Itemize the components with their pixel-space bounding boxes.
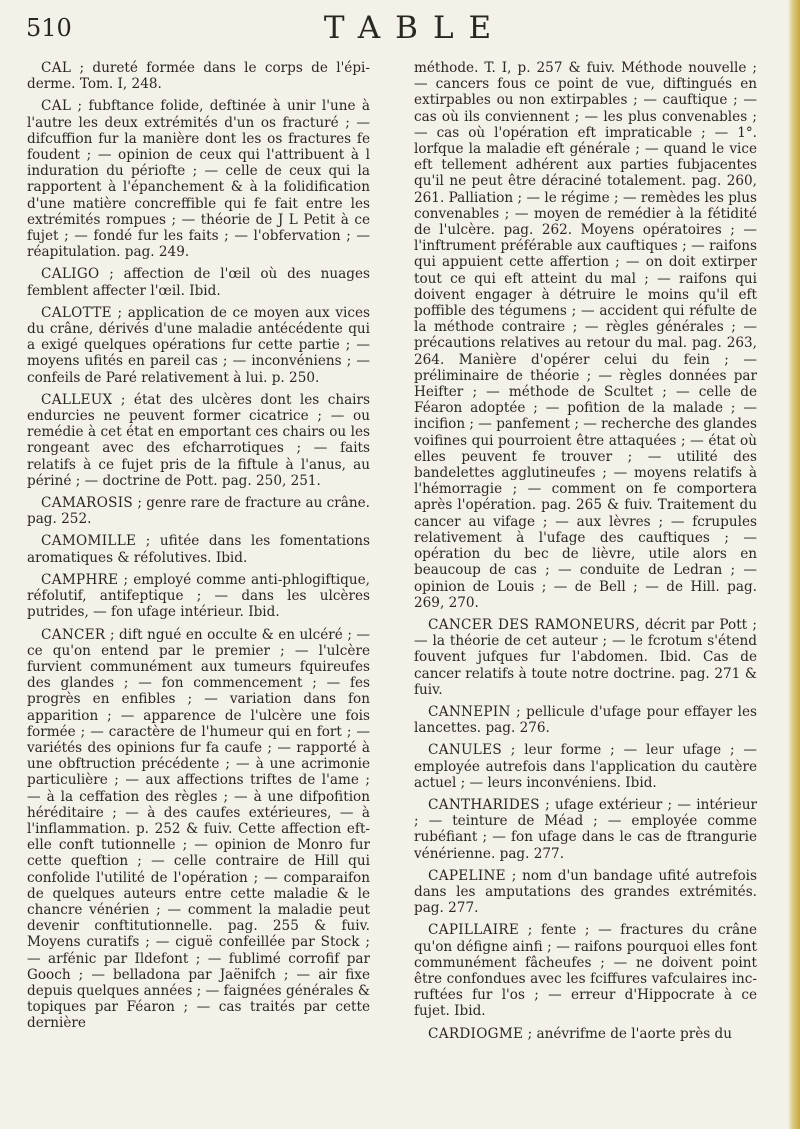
entry-text: , décrit par Pott ; — la théorie de cet auteur ; — le fcrotum s'étend fouvent jufques fur l'abdomen. Ibid. Cas de cancer relatifs à toute notre doctrine. pag. 271 & fuiv. [414,616,757,698]
entry-heading: CAPILLAIRE [428,922,520,939]
right-column [414,60,757,1122]
index-entry [414,922,757,1019]
entry-text: ; leur forme ; — leur ufage ; — employée autrefois dans l'application du cautère actuel ; — leurs inconvéniens. Ibid. [414,742,757,791]
index-entry [27,392,370,489]
index-entry [27,627,370,1032]
index-entry [27,60,370,92]
entry-text: ; employé comme anti-phlogiftique, réfolutif, antifeptique ; — dans les ulcères putrides, — fon ufage intérieur. Ibid. [27,571,370,621]
entry-heading: CANTHARIDES [428,796,540,813]
index-entry [414,704,757,736]
entry-heading: CALOTTE [41,304,112,321]
entry-heading: CAPELINE [428,867,506,884]
entry-heading: CANCER [41,626,106,643]
entry-text: ; fente ; — fractures du crâne qu'on défigne ainfi ; — raifons pourquoi elles font communément fâcheufes ; — ne doivent point être confondues avec les fciffures vafculaires inc-ruftées fur l'os ; — erreur d'Hippocrate à ce fujet. Ibid. [414,922,757,1020]
entry-heading: CANULES [428,742,502,759]
entry-text: ; nom d'un bandage ufité autrefois dans les amputations des grandes extrémités. pag. 277. [414,867,757,917]
entry-text: ; affection de l'œil où des nuages femblent affecter l'œil. Ibid. [27,266,370,299]
index-entry [414,742,757,791]
index-entry [27,98,370,260]
index-entry [414,617,757,698]
entry-text: ; pellicule d'ufage pour effayer les lancettes. pag. 276. [414,703,757,737]
entry-text: ; ufage extérieur ; — intérieur ; — teinture de Méad ; — employée comme rubéfiant ; — fon ufage dans le cas de ftrangurie vénérienne. pag. 277. [414,796,757,862]
entry-text: ; application de ce moyen aux vices du crâne, dérivés d'une maladie antécédente qui a exigé quelques opérations fur cette partie ; — moyens ufités en pareil cas ; — inconvéniens ; — confeils de Paré relativement à lui. p. 250. [27,304,370,386]
entry-heading: CAMPHRE [41,571,119,588]
index-entry [414,1026,757,1042]
entry-text: méthode. T. I, p. 257 & fuiv. Méthode nouvelle ; — cancers fous ce point de vue, diftingués en extirpables ou non extirpables ; — cauftique ; — cas où ils conviennent ; — les plus convenables ; — cas où l'opération eft impraticable ; — 1°. lorfque la maladie eft générale ; — quand le vice eft tellement adhérent aux parties fubjacentes qu'il ne peut être déraciné totalement. pag. 260, 261. Palliation ; — le régime ; — remèdes les plus convenables ; — moyen de remédier à la fétidité de l'ulcère. pag. 262. Moyens opératoires ; — l'inftrument préférable aux cauftiques ; — raifons qui appuient cette affertion ; — on doit extirper tout ce qui eft atteint du mal ; — raifons qui doivent engager à détruire le moins qu'il eft poffible des tégumens ; — accident qui réfulte de la méthode contraire ; — règles générales ; — précautions relatives au retour du mal. pag. 263, 264. Manière d'opérer celui du fein ; — préliminaire de théorie ; — règles données par Heifter ; — méthode de Scultet ; — celle de Féaron adoptée ; — pofition de la malade ; — incifion ; — panfement ; — recherche des glandes voifines qui pourroient être attaquées ; — état où elles peuvent fe trouver ; — utilité des bandelettes agglutineufes ; — moyens relatifs à l'hémorragie ; — comment on fe comportera après l'opération. pag. 265 & fuiv. Traitement du cancer au vifage ; — aux lèvres ; — fcrupules relativement à l'ufage des cauftiques ; — opération du bec de lièvre, utile alors en beaucoup de cas ; — conduite de Ledran ; — opinion de Louis ; — de Bell ; — de Hill. pag. 269, 270. [414,60,757,611]
entry-text: ; genre rare de fracture au crâne. pag. 252. [27,495,370,528]
entry-text: ; fubftance folide, deftinée à unir l'une à l'autre les deux extrémités d'un os fracturé ; — difcuffion fur la manière dont les os fractures fe foudent ; — opinion de ceux qui l'attribuent à l induration du périofte ; — celle de ceux qui la rapportent à l'épanchement & à la folidification d'une matière concreffible qui fe fait entre les extrémités rompues ; — théorie de J L Petit à ce fujet ; — fondé fur les faits ; — l'obfervation ; — réapitulation. pag. 249. [27,98,370,261]
entry-heading: CARDIOGME [428,1025,524,1042]
index-entry [414,868,757,917]
entry-heading: CANNEPIN [428,703,511,720]
entry-heading: CAMAROSIS [41,495,134,512]
left-column [27,60,370,1122]
index-entry [27,305,370,386]
entry-heading: CAMOMILLE [41,533,137,550]
entry-text: ; anévrifme de l'aorte près du [523,1025,732,1042]
index-entry [414,797,757,862]
index-entry [414,60,757,611]
entry-heading: CANCER DES RAMONEURS [428,616,636,633]
entry-text: ; dift ngué en occulte & en ulcéré ; — ce qu'on entend par le premier ; — l'ulcère furvient communément aux tumeurs fquireufes des glandes ; — fon commencement ; — fes progrès en enfibles ; — variation dans fon apparition ; — apparence de l'ulcère une fois formée ; — caractère de l'humeur qui en fort ; — variétés des opinions fur fa caufe ; — rapporté à une obftruction précédente ; — à une acrimonie particulière ; — aux affections triftes de l'ame ; — à la ceffation des règles ; — à une difpofition héréditaire ; — à des caufes extérieures, — à l'inflammation. p. 252 & fuiv. Cette affection eft-elle conft tutionnelle ; — opinion de Monro fur cette queftion ; — celle contraire de Hill qui confolide l'utilité de l'opération ; — comparaifon de quelques auteurs entre cette maladie & le chancre vénérien ; — comment la maladie peut devenir conftitutionnelle. pag. 255 & fuiv. Moyens curatifs ; — ciguë confeillée par Stock ; — arfénic par Ildefont ; — fublimé corrofif par Gooch ; — belladona par Jaënifch ; — air fixe depuis quelques années ; — faignées générales & topiques par Féaron ; — cas traités par cette dernière [27,626,370,1032]
index-entry [27,266,370,298]
index-entry [27,495,370,527]
entry-text: ; dureté formée dans le corps de l'épi-derme. Tom. I, 248. [27,60,370,93]
entry-heading: CAL [41,60,72,76]
entry-text: ; état des ulcères dont les chairs endurcies ne peuvent former cicatrice ; — ou remédie à cet état en emportant ces chairs ou les rongeant avec des efcharrotiques ; — faits relatifs à ce fujet pris de la fiftule à l'anus, au périné ; — doctrine de Pott. pag. 250, 251. [27,391,370,489]
entry-text: ; ufitée dans les fomentations aromatiques & réfolutives. Ibid. [27,533,370,566]
page-number: 510 [26,14,72,42]
entry-heading: CALLEUX [41,391,113,408]
index-entry [27,533,370,565]
entry-heading: CALIGO [41,266,100,283]
entry-heading: CAL [41,98,72,115]
running-head: TABLE [323,10,507,46]
page-edge [788,0,800,1129]
index-entry [27,572,370,621]
